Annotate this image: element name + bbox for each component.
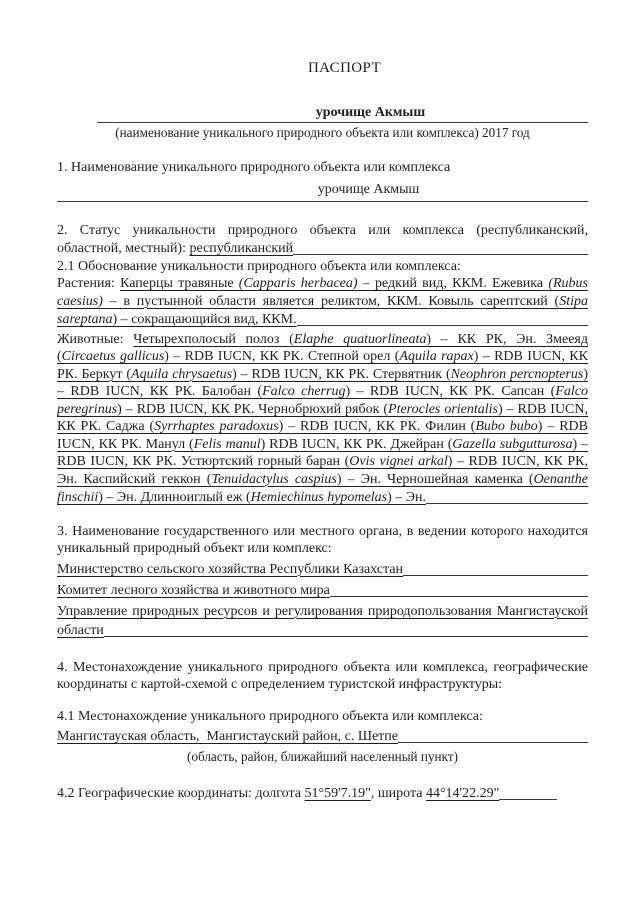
animals-paragraph — [57, 331, 588, 507]
section42-label: 4.2 Географические координаты: долгота — [57, 786, 302, 801]
underline-filler — [104, 624, 588, 637]
object-name-caption: (наименование уникального природного объекта или комплекса) 2017 год — [115, 125, 530, 140]
underline-filler — [330, 584, 588, 597]
underline-filler — [297, 313, 588, 326]
location-value: Мангистауская область, Мангистауский район, с. Шетпе — [57, 729, 399, 744]
authority-line-1 — [57, 560, 588, 580]
underline-filler — [398, 730, 588, 743]
section1-value-field — [57, 181, 588, 202]
authority-text-1: Министерство сельского хозяйства Республики Казахстан — [57, 561, 404, 577]
section1-value: урочище Акмыш — [317, 182, 420, 197]
authority-line-2 — [57, 581, 588, 601]
status-value: республиканский — [189, 241, 294, 256]
section3-heading: 3. Наименование государственного или местного органа, в ведении которого находится уникальный природный объект или комплекс: — [57, 523, 588, 556]
latitude-value: 44°14'22.29" — [425, 786, 500, 801]
authority-text-2: Комитет лесного хозяйства и животного мира — [57, 583, 330, 598]
section42-line — [57, 784, 588, 803]
animals-label: Животные: — [57, 331, 124, 347]
object-name-field — [97, 104, 588, 124]
section2-status-line — [57, 222, 588, 258]
location-caption: (область, район, ближайший населенный пункт) — [186, 748, 459, 764]
underline-filler — [403, 563, 588, 576]
location-field — [57, 727, 588, 747]
object-name-text: урочище Акмыш — [315, 104, 426, 120]
plants-label: Растения: — [57, 276, 115, 291]
plants-paragraph — [57, 275, 588, 329]
authority-text-3: Управление природных ресурсов и регулирования природопользования Мангистауской области — [57, 603, 588, 638]
section41-heading: 4.1 Местонахождение уникального природного объекта или комплекса: — [57, 708, 483, 724]
section4-heading: 4. Местонахождение уникального природного объекта или комплекса, географические координаты с картой-схемой с определением туристской инфраструктуры: — [57, 659, 588, 692]
animals-text: Четырехполосый полоз (Elaphe quatuorlineata) – КК РК, Эн. Змееяд (Circaetus gallicus) – RDB IUCN, КК РК. Степной орел (Aquila rapax) – RDB IUCN, КК РК. Беркут (Aquila chrysaetus) – RDB IUCN, КК РК. Стервятник (Neophron percnopterus) – RDB IUCN, КК РК. Балобан (Falco cherrug) – RDB IUCN, КК РК. Сапсан (Falco peregrinus) – RDB IUCN, КК РК. Чернобрюхий рябок (Pterocles orientalis) – RDB IUCN, КК РК. Саджа (Syrrhaptes paradoxus) – RDB IUCN, КК РК. Филин (Bubo bubo) – RDB IUCN, КК РК. Манул (Felis manul) RDB IUCN, КК РК. Джейран (Gazella subgutturosa) – RDB IUCN, КК РК. Устюртский горный баран (Ovis vignei arkal) – RDB IUCN, КК РК, Эн. Каспийский геккон (Tenuidactylus caspius) – Эн. Черношейная каменка (Oenanthe finschii) – Эн. Длинноиглый еж (Hemiechinus hypomelas) – Эн. — [57, 331, 588, 505]
section2-heading: 2. Статус уникальности природного объекта или комплекса (республиканский, областной, местный): — [57, 222, 588, 256]
underline-filler — [426, 491, 588, 504]
longitude-value: 51°59'7.19" — [304, 786, 371, 801]
section21-heading: 2.1 Обоснование уникальности природного объекта или комплекса: — [57, 258, 461, 274]
doc-title: ПАСПОРТ — [307, 60, 382, 76]
underline-filler — [499, 787, 557, 800]
authority-line-3 — [57, 603, 588, 641]
underline-filler — [293, 242, 588, 255]
plants-text: Каперцы травяные (Capparis herbacea) – редкий вид, ККМ. Ежевика (Rubus caesius) – в пустынной области является реликтом, ККМ. Ковыль сарептский (Stipa sareptana) – сокращающийся вид, ККМ. — [57, 276, 588, 327]
latitude-label: , широта — [370, 786, 423, 801]
section1-heading: 1. Наименование уникального природного объекта или комплекса — [57, 159, 451, 175]
